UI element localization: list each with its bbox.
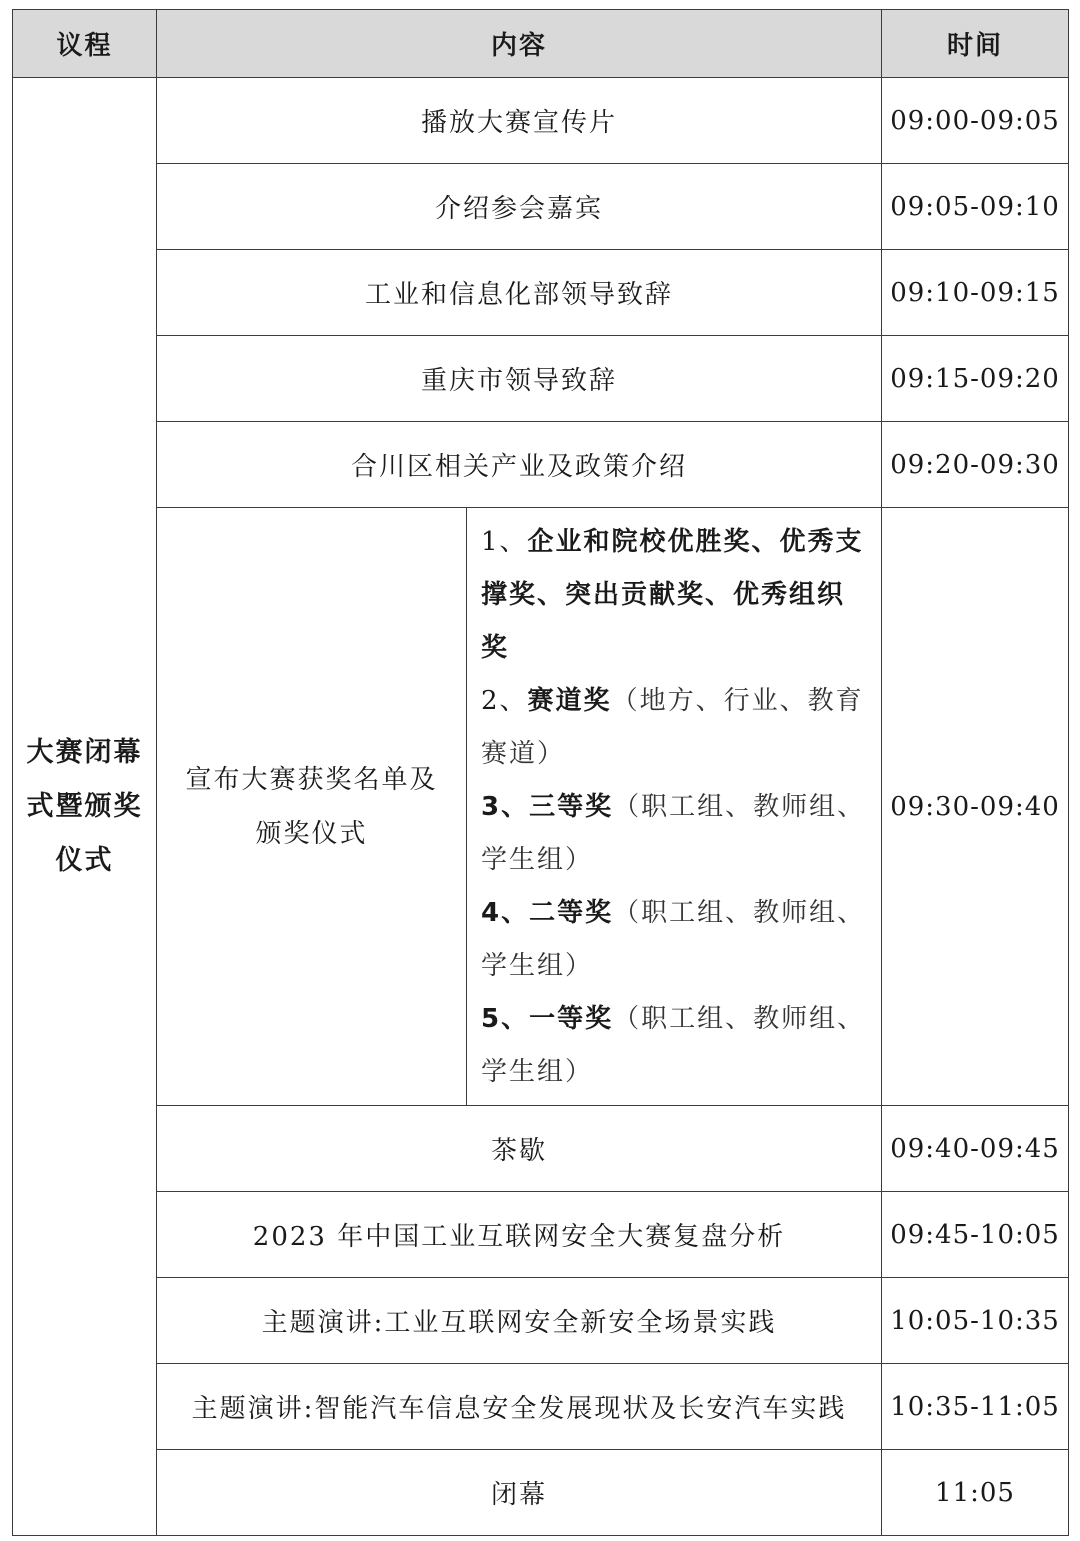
time-cell: 10:05-10:35 [882, 1278, 1069, 1364]
award-item [481, 516, 867, 675]
award-row [13, 508, 1069, 1106]
table-row [13, 1450, 1069, 1536]
content-cell: 主题演讲:工业互联网安全新安全场景实践 [157, 1278, 882, 1364]
award-item-note: （地方、行业、教育赛道） [481, 686, 864, 769]
content-cell: 闭幕 [157, 1450, 882, 1536]
content-cell: 介绍参会嘉宾 [157, 164, 882, 250]
award-item-number: 5、 [481, 1004, 530, 1034]
content-cell: 主题演讲:智能汽车信息安全发展现状及长安汽车实践 [157, 1364, 882, 1450]
award-item-note: （职工组、教师组、学生组） [481, 792, 866, 875]
table-row [13, 1278, 1069, 1364]
table-row [13, 1106, 1069, 1192]
content-cell: 合川区相关产业及政策介绍 [157, 422, 882, 508]
table-row [13, 250, 1069, 336]
award-item-title: 二等奖 [529, 898, 614, 928]
table-row [13, 422, 1069, 508]
time-cell: 09:05-09:10 [882, 164, 1069, 250]
table-row [13, 78, 1069, 164]
time-cell: 09:00-09:05 [882, 78, 1069, 164]
phase-label-line: 式暨颁奖 [26, 790, 143, 822]
content-cell: 工业和信息化部领导致辞 [157, 250, 882, 336]
award-item [481, 887, 867, 993]
time-cell: 09:45-10:05 [882, 1192, 1069, 1278]
table-row [13, 1192, 1069, 1278]
time-cell: 09:30-09:40 [882, 508, 1069, 1106]
award-item-title: 一等奖 [529, 1004, 614, 1034]
award-item-number: 4、 [481, 898, 530, 928]
table-row [13, 164, 1069, 250]
award-title-line: 颁奖仪式 [255, 818, 368, 849]
award-item [481, 993, 867, 1099]
time-cell: 09:40-09:45 [882, 1106, 1069, 1192]
phase-label-line: 仪式 [55, 844, 114, 876]
table-row [13, 336, 1069, 422]
award-item [481, 781, 867, 887]
award-item-note: （职工组、教师组、学生组） [481, 1004, 866, 1087]
award-item [481, 675, 867, 781]
phase-label-line: 大赛闭幕 [26, 736, 143, 768]
award-item-number: 1、 [481, 527, 528, 557]
table-row [13, 1364, 1069, 1450]
time-cell: 11:05 [882, 1450, 1069, 1536]
content-cell: 2023 年中国工业互联网安全大赛复盘分析 [157, 1192, 882, 1278]
award-item-number: 2、 [481, 686, 528, 716]
header-time: 时间 [882, 10, 1069, 78]
award-item-title: 赛道奖 [527, 686, 612, 716]
time-cell: 09:10-09:15 [882, 250, 1069, 336]
award-item-title: 三等奖 [529, 792, 614, 822]
award-title-line: 宣布大赛获奖名单及 [185, 764, 438, 795]
time-cell: 10:35-11:05 [882, 1364, 1069, 1450]
time-cell: 09:15-09:20 [882, 336, 1069, 422]
content-cell: 重庆市领导致辞 [157, 336, 882, 422]
agenda-table [12, 9, 1069, 1536]
award-item-note: （职工组、教师组、学生组） [481, 898, 866, 981]
header-agenda: 议程 [13, 10, 157, 78]
content-cell: 茶歇 [157, 1106, 882, 1192]
award-item-number: 3、 [481, 792, 530, 822]
award-item-title: 企业和院校优胜奖、优秀支撑奖、突出贡献奖、优秀组织奖 [481, 527, 864, 663]
award-list-cell [467, 508, 882, 1106]
header-row [13, 10, 1069, 78]
phase-cell [13, 78, 157, 1536]
header-content: 内容 [157, 10, 882, 78]
content-cell: 播放大赛宣传片 [157, 78, 882, 164]
award-title-cell [157, 508, 467, 1106]
time-cell: 09:20-09:30 [882, 422, 1069, 508]
